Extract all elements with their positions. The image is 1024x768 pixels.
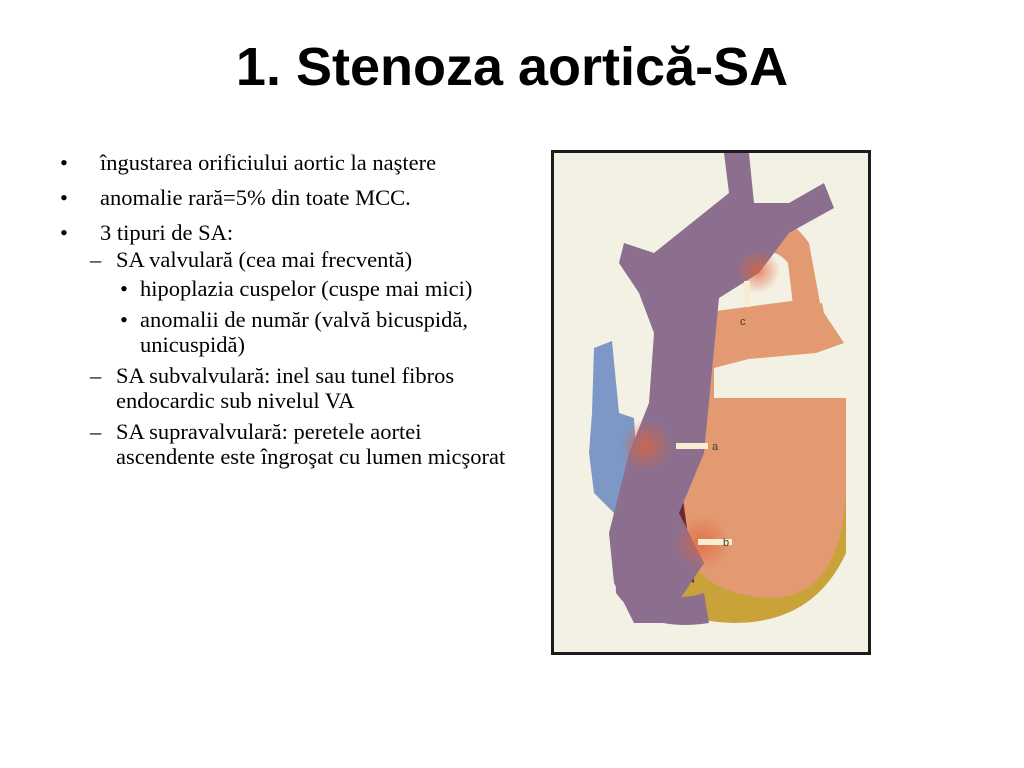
list-item bbox=[58, 220, 510, 469]
dash-marker: – bbox=[90, 419, 102, 444]
list-item bbox=[116, 276, 510, 301]
bullet-list bbox=[58, 150, 510, 469]
bullet-marker: • bbox=[60, 150, 68, 175]
dash-marker: – bbox=[90, 247, 102, 272]
bullet-text: anomalie rară=5% din toate MCC. bbox=[100, 185, 411, 210]
arrow-c bbox=[744, 281, 750, 307]
bullet-text: SA subvalvulară: inel sau tunel fibros endocardic sub nivelul VA bbox=[116, 363, 455, 413]
bullet-marker: • bbox=[60, 220, 68, 245]
list-item bbox=[58, 150, 510, 175]
slide-title: 1. Stenoza aortică-SA bbox=[235, 37, 789, 97]
bullet-marker: • bbox=[120, 276, 128, 301]
label-c: c bbox=[740, 316, 746, 328]
label-a: a bbox=[712, 441, 719, 453]
bullet-text: îngustarea orificiului aortic la naştere bbox=[100, 150, 437, 175]
bullet-marker: • bbox=[60, 185, 68, 210]
sub-sub-list bbox=[116, 276, 510, 357]
bullet-text: hipoplazia cuspelor (cuspe mai mici) bbox=[140, 276, 473, 301]
label-b: b bbox=[723, 537, 730, 549]
sub-list bbox=[88, 247, 510, 469]
arrow-a bbox=[676, 443, 708, 449]
list-item bbox=[88, 247, 510, 357]
heart-diagram-frame bbox=[551, 150, 871, 655]
bullet-text: anomalii de număr (valvă bicuspidă, unicuspidă) bbox=[140, 307, 469, 357]
list-item bbox=[88, 419, 510, 469]
bullet-marker: • bbox=[120, 307, 128, 332]
heart-diagram bbox=[554, 153, 868, 652]
bullet-text: 3 tipuri de SA: bbox=[100, 220, 234, 245]
list-item bbox=[58, 185, 510, 210]
bullet-text: SA supravalvulară: peretele aortei ascendente este îngroşat cu lumen micşorat bbox=[116, 419, 506, 469]
list-item bbox=[116, 307, 510, 357]
stenosis-glow-a bbox=[620, 420, 672, 472]
bullet-text: SA valvulară (cea mai frecventă) bbox=[116, 247, 413, 272]
list-item bbox=[88, 363, 510, 413]
bullet-content bbox=[58, 150, 510, 479]
dash-marker: – bbox=[90, 363, 102, 388]
stenosis-glow-c bbox=[736, 249, 780, 293]
